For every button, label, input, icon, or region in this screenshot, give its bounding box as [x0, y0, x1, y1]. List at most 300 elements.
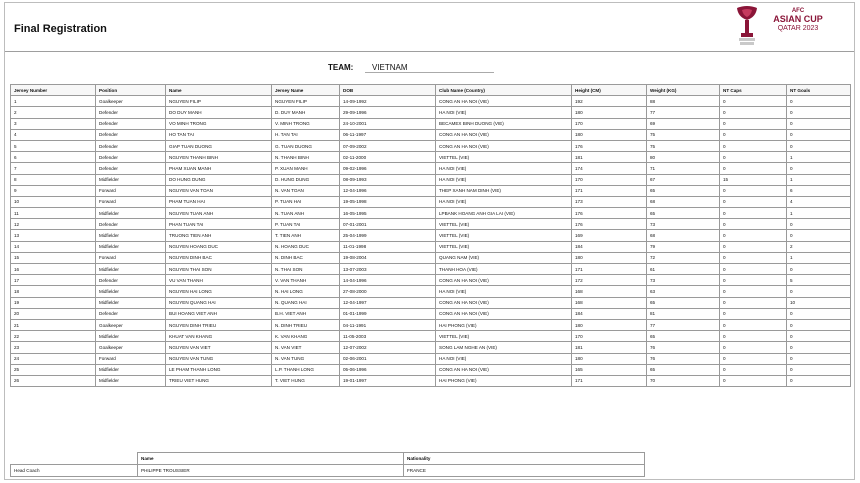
cell-weight: 63: [647, 286, 720, 297]
cell-jersey-name: N. VAN TOAN: [272, 185, 340, 196]
cell-dob: 25-04-1999: [340, 230, 436, 241]
cell-jersey-name: P. TUAN HAI: [272, 196, 340, 207]
cell-nt-goals: 0: [787, 331, 851, 342]
cell-jersey-name: V. VAN THANH: [272, 275, 340, 286]
cell-club: HA NOI (VIE): [436, 286, 572, 297]
cell-club: SONG LAM NGHE AN (VIE): [436, 342, 572, 353]
cell-club: HA NOI (VIE): [436, 107, 572, 118]
cell-nt-caps: 0: [720, 275, 787, 286]
cell-height: 172: [572, 275, 647, 286]
cell-dob: 29-09-1996: [340, 107, 436, 118]
cell-jersey-name: V. MINH TRONG: [272, 118, 340, 129]
cell-club: VIETTEL (VIE): [436, 219, 572, 230]
cell-nt-caps: 0: [720, 196, 787, 207]
table-row: [11, 252, 851, 263]
cell-position: Midfielder: [96, 174, 166, 185]
cell-club: LPBANK HOANG ANH GIA LAI (VIE): [436, 208, 572, 219]
cell-nt-goals: 0: [787, 163, 851, 174]
cell-height: 176: [572, 208, 647, 219]
cell-jersey-name: NGUYEN FILIP: [272, 96, 340, 107]
cell-jersey-number: 26: [11, 375, 96, 386]
cell-weight: 73: [647, 219, 720, 230]
cell-nt-caps: 0: [720, 308, 787, 319]
cell-jersey-number: 24: [11, 353, 96, 364]
cell-dob: 19-08-2004: [340, 252, 436, 263]
cell-jersey-name: P. TUAN TAI: [272, 219, 340, 230]
afc-asian-cup-logo: [733, 5, 833, 49]
cell-jersey-name: T. VIET HUNG: [272, 375, 340, 386]
cell-dob: 12-07-2002: [340, 342, 436, 353]
cell-nt-goals: 0: [787, 118, 851, 129]
cell-weight: 77: [647, 319, 720, 330]
registration-page: [4, 2, 855, 480]
cell-jersey-number: 13: [11, 230, 96, 241]
cell-dob: 04-11-1991: [340, 319, 436, 330]
cell-height: 176: [572, 140, 647, 151]
cell-jersey-number: 19: [11, 297, 96, 308]
table-row: [11, 364, 851, 375]
cell-position: Defender: [96, 107, 166, 118]
cell-club: VIETTEL (VIE): [436, 331, 572, 342]
cell-weight: 70: [647, 375, 720, 386]
table-row: [11, 297, 851, 308]
cell-club: BECAMEX BINH DUONG (VIE): [436, 118, 572, 129]
cell-dob: 12-04-1997: [340, 297, 436, 308]
cell-dob: 13-07-2003: [340, 264, 436, 275]
cell-height: 184: [572, 241, 647, 252]
cell-jersey-number: 20: [11, 308, 96, 319]
cell-jersey-name: B.H. VIET ANH: [272, 308, 340, 319]
coach-header-row: [11, 453, 645, 465]
cell-name: GIAP TUAN DUONG: [166, 140, 272, 151]
cell-position: Midfielder: [96, 208, 166, 219]
cell-name: NGUYEN HAI LONG: [166, 286, 272, 297]
cell-nt-goals: 0: [787, 308, 851, 319]
cell-jersey-number: 21: [11, 319, 96, 330]
cell-dob: 01-01-1999: [340, 308, 436, 319]
cell-nt-caps: 0: [720, 331, 787, 342]
cell-nt-goals: 10: [787, 297, 851, 308]
cell-weight: 72: [647, 252, 720, 263]
cell-club: CONG AN HA NOI (VIE): [436, 297, 572, 308]
cell-height: 184: [572, 308, 647, 319]
cell-jersey-number: 12: [11, 219, 96, 230]
cell-club: VIETTEL (VIE): [436, 241, 572, 252]
cell-nt-goals: 2: [787, 241, 851, 252]
cell-height: 180: [572, 319, 647, 330]
cell-height: 168: [572, 297, 647, 308]
cell-jersey-number: 22: [11, 331, 96, 342]
cell-weight: 65: [647, 331, 720, 342]
cell-dob: 14-04-1996: [340, 275, 436, 286]
cell-nt-caps: 0: [720, 297, 787, 308]
col-height: Height (CM): [572, 85, 647, 96]
cell-jersey-number: 2: [11, 107, 96, 118]
coach-table: [10, 452, 645, 477]
cell-nt-caps: 0: [720, 264, 787, 275]
cell-weight: 68: [647, 196, 720, 207]
table-row: [11, 152, 851, 163]
cell-nt-goals: 0: [787, 342, 851, 353]
cell-club: HAI PHONG (VIE): [436, 375, 572, 386]
cell-position: Midfielder: [96, 230, 166, 241]
cell-jersey-name: H. TAN TAI: [272, 129, 340, 140]
cell-position: Defender: [96, 219, 166, 230]
cell-club: CONG AN HA NOI (VIE): [436, 308, 572, 319]
cell-dob: 07-09-2002: [340, 140, 436, 151]
cell-nt-goals: 5: [787, 275, 851, 286]
cell-jersey-name: D. HUNG DUNG: [272, 174, 340, 185]
col-nt-goals: NT Goals: [787, 85, 851, 96]
cell-jersey-number: 10: [11, 196, 96, 207]
cell-nt-goals: 0: [787, 375, 851, 386]
cell-club: THEP XANH NAM DINH (VIE): [436, 185, 572, 196]
cell-height: 171: [572, 264, 647, 275]
cell-height: 171: [572, 375, 647, 386]
cell-nt-goals: 0: [787, 286, 851, 297]
trophy-icon: [735, 5, 759, 49]
cell-club: CONG AN HA NOI (VIE): [436, 364, 572, 375]
cell-name: NGUYEN VAN VIET: [166, 342, 272, 353]
cell-jersey-name: N. HOANG DUC: [272, 241, 340, 252]
cell-jersey-number: 6: [11, 152, 96, 163]
cell-dob: 27-08-2000: [340, 286, 436, 297]
team-label: TEAM:: [328, 63, 354, 72]
cell-jersey-number: 17: [11, 275, 96, 286]
cell-nt-goals: 1: [787, 208, 851, 219]
cell-name: NGUYEN QUANG HAI: [166, 297, 272, 308]
table-row: [11, 107, 851, 118]
cell-height: 180: [572, 353, 647, 364]
cell-nt-caps: 0: [720, 140, 787, 151]
cell-jersey-number: 9: [11, 185, 96, 196]
cell-position: Defender: [96, 163, 166, 174]
cell-name: PHAN TUAN TAI: [166, 219, 272, 230]
cell-height: 170: [572, 174, 647, 185]
cell-jersey-name: G. TUAN DUONG: [272, 140, 340, 151]
table-row: [11, 118, 851, 129]
cell-nt-caps: 0: [720, 252, 787, 263]
logo-line-afc: AFC: [791, 8, 805, 14]
cell-name: VO MINH TRONG: [166, 118, 272, 129]
cell-position: Defender: [96, 152, 166, 163]
coach-nationality-header: Nationality: [404, 453, 645, 465]
cell-position: Defender: [96, 140, 166, 151]
table-row: [11, 96, 851, 107]
cell-jersey-number: 5: [11, 140, 96, 151]
table-row: [11, 319, 851, 330]
cell-club: THANH HOA (VIE): [436, 264, 572, 275]
cell-nt-caps: 0: [720, 319, 787, 330]
cell-jersey-number: 18: [11, 286, 96, 297]
cell-position: Defender: [96, 275, 166, 286]
cell-dob: 06-11-1997: [340, 129, 436, 140]
table-row: [11, 241, 851, 252]
cell-jersey-number: 1: [11, 96, 96, 107]
cell-dob: 11-01-1998: [340, 241, 436, 252]
cell-jersey-name: L.P. THANH LONG: [272, 364, 340, 375]
table-row: [11, 353, 851, 364]
cell-position: Defender: [96, 118, 166, 129]
cell-nt-goals: 6: [787, 185, 851, 196]
cell-club: CONG AN HA NOI (VIE): [436, 129, 572, 140]
cell-name: NGUYEN DINH BAC: [166, 252, 272, 263]
cell-nt-caps: 0: [720, 364, 787, 375]
cell-jersey-name: N. VAN VIET: [272, 342, 340, 353]
cell-jersey-number: 3: [11, 118, 96, 129]
col-name: Name: [166, 85, 272, 96]
cell-name: TRUONG TIEN ANH: [166, 230, 272, 241]
cell-name: HO TAN TAI: [166, 129, 272, 140]
cell-height: 171: [572, 185, 647, 196]
cell-dob: 07-01-2001: [340, 219, 436, 230]
col-weight: Weight (KG): [647, 85, 720, 96]
col-jersey-name: Jersey Name: [272, 85, 340, 96]
coach-name: PHILIPPE TROUSSIER: [138, 465, 404, 477]
col-club: Club Name (Country): [436, 85, 572, 96]
cell-nt-caps: 0: [720, 219, 787, 230]
cell-dob: 16-05-1995: [340, 208, 436, 219]
cell-jersey-name: P. XUAN MANH: [272, 163, 340, 174]
cell-name: DO HUNG DUNG: [166, 174, 272, 185]
cell-weight: 71: [647, 163, 720, 174]
cell-dob: 24-10-2001: [340, 118, 436, 129]
cell-club: HAI PHONG (VIE): [436, 319, 572, 330]
cell-nt-goals: 0: [787, 96, 851, 107]
cell-weight: 81: [647, 308, 720, 319]
logo-line-asian-cup: ASIAN CUP: [773, 14, 823, 24]
cell-jersey-name: D. DUY MANH: [272, 107, 340, 118]
table-row: [11, 275, 851, 286]
cell-nt-caps: 0: [720, 342, 787, 353]
cell-dob: 12-04-1996: [340, 185, 436, 196]
table-row: [11, 163, 851, 174]
cell-nt-caps: 0: [720, 129, 787, 140]
logo-wordmark: [763, 8, 833, 32]
cell-weight: 65: [647, 185, 720, 196]
cell-dob: 19-05-1998: [340, 196, 436, 207]
cell-nt-goals: 0: [787, 264, 851, 275]
table-row: [11, 286, 851, 297]
cell-height: 170: [572, 118, 647, 129]
cell-nt-caps: 0: [720, 375, 787, 386]
cell-name: NGUYEN THANH BINH: [166, 152, 272, 163]
cell-jersey-name: N. HAI LONG: [272, 286, 340, 297]
page-header: [5, 3, 854, 52]
cell-jersey-name: N. VAN TUNG: [272, 353, 340, 364]
cell-club: HA NOI (VIE): [436, 196, 572, 207]
table-row: [11, 129, 851, 140]
cell-height: 173: [572, 196, 647, 207]
cell-name: DO DUY MANH: [166, 107, 272, 118]
cell-position: Goalkeeper: [96, 96, 166, 107]
coach-name-header: Name: [138, 453, 404, 465]
cell-club: HA NOI (VIE): [436, 353, 572, 364]
page-title: Final Registration: [14, 23, 107, 35]
col-jersey-number: Jersey Number: [11, 85, 96, 96]
cell-nt-caps: 0: [720, 152, 787, 163]
table-row: [11, 196, 851, 207]
cell-height: 180: [572, 107, 647, 118]
cell-position: Midfielder: [96, 297, 166, 308]
cell-position: Forward: [96, 196, 166, 207]
team-value: VIETNAM: [365, 63, 494, 73]
cell-jersey-number: 14: [11, 241, 96, 252]
cell-nt-caps: 0: [720, 241, 787, 252]
cell-weight: 80: [647, 152, 720, 163]
logo-line-qatar: QATAR 2023: [777, 25, 819, 32]
cell-name: NGUYEN VAN TOAN: [166, 185, 272, 196]
cell-jersey-name: N. THAI SON: [272, 264, 340, 275]
table-row: [11, 185, 851, 196]
cell-name: NGUYEN FILIP: [166, 96, 272, 107]
cell-position: Midfielder: [96, 331, 166, 342]
cell-nt-caps: 0: [720, 230, 787, 241]
cell-weight: 65: [647, 364, 720, 375]
cell-club: QUANG NAM (VIE): [436, 252, 572, 263]
cell-weight: 69: [647, 118, 720, 129]
cell-name: LE PHAM THANH LONG: [166, 364, 272, 375]
cell-nt-goals: 0: [787, 107, 851, 118]
cell-dob: 02-06-2001: [340, 353, 436, 364]
cell-nt-goals: 0: [787, 129, 851, 140]
cell-nt-goals: 0: [787, 230, 851, 241]
cell-position: Goalkeeper: [96, 319, 166, 330]
cell-weight: 65: [647, 297, 720, 308]
cell-name: NGUYEN THAI SON: [166, 264, 272, 275]
col-dob: DOB: [340, 85, 436, 96]
cell-nt-caps: 0: [720, 185, 787, 196]
coach-header-blank: [11, 453, 138, 465]
table-row: [11, 219, 851, 230]
cell-nt-goals: 0: [787, 364, 851, 375]
table-row: [11, 174, 851, 185]
cell-height: 180: [572, 252, 647, 263]
cell-weight: 75: [647, 140, 720, 151]
cell-name: TRIEU VIET HUNG: [166, 375, 272, 386]
cell-weight: 73: [647, 275, 720, 286]
cell-nt-caps: 0: [720, 107, 787, 118]
cell-nt-goals: 0: [787, 319, 851, 330]
cell-weight: 76: [647, 353, 720, 364]
cell-weight: 75: [647, 129, 720, 140]
table-row: [11, 140, 851, 151]
cell-position: Forward: [96, 185, 166, 196]
cell-position: Midfielder: [96, 375, 166, 386]
cell-jersey-name: N. QUANG HAI: [272, 297, 340, 308]
cell-jersey-number: 25: [11, 364, 96, 375]
cell-nt-caps: 0: [720, 286, 787, 297]
cell-height: 169: [572, 230, 647, 241]
cell-name: VU VAN THANH: [166, 275, 272, 286]
coach-role: Head Coach: [11, 465, 138, 477]
cell-weight: 65: [647, 208, 720, 219]
cell-jersey-number: 23: [11, 342, 96, 353]
cell-dob: 08-09-1993: [340, 174, 436, 185]
cell-name: BUI HOANG VIET ANH: [166, 308, 272, 319]
table-row: [11, 208, 851, 219]
col-position: Position: [96, 85, 166, 96]
cell-height: 180: [572, 129, 647, 140]
cell-name: NGUYEN TUAN ANH: [166, 208, 272, 219]
cell-position: Goalkeeper: [96, 342, 166, 353]
cell-club: CONG AN HA NOI (VIE): [436, 275, 572, 286]
cell-weight: 79: [647, 241, 720, 252]
cell-jersey-number: 11: [11, 208, 96, 219]
cell-nt-caps: 15: [720, 174, 787, 185]
cell-position: Midfielder: [96, 286, 166, 297]
cell-height: 192: [572, 96, 647, 107]
cell-name: NGUYEN DINH TRIEU: [166, 319, 272, 330]
table-row: [11, 308, 851, 319]
cell-weight: 67: [647, 174, 720, 185]
table-row: [11, 342, 851, 353]
cell-height: 176: [572, 219, 647, 230]
cell-nt-goals: 1: [787, 252, 851, 263]
table-row: [11, 331, 851, 342]
cell-club: VIETTEL (VIE): [436, 152, 572, 163]
cell-nt-caps: 0: [720, 353, 787, 364]
coach-row: [11, 465, 645, 477]
cell-dob: 11-05-2003: [340, 331, 436, 342]
cell-jersey-name: K. VAN KHANG: [272, 331, 340, 342]
coach-nationality: FRANCE: [404, 465, 645, 477]
cell-club: HA NOI (VIE): [436, 163, 572, 174]
cell-name: NGUYEN VAN TUNG: [166, 353, 272, 364]
cell-position: Midfielder: [96, 264, 166, 275]
cell-height: 170: [572, 331, 647, 342]
cell-club: CONG AN HA NOI (VIE): [436, 96, 572, 107]
cell-jersey-name: N. DINH BAC: [272, 252, 340, 263]
table-row: [11, 375, 851, 386]
cell-jersey-number: 7: [11, 163, 96, 174]
cell-dob: 19-01-1997: [340, 375, 436, 386]
cell-jersey-name: T. TIEN ANH: [272, 230, 340, 241]
cell-weight: 68: [647, 230, 720, 241]
cell-club: VIETTEL (VIE): [436, 230, 572, 241]
cell-nt-goals: 0: [787, 219, 851, 230]
cell-club: CONG AN HA NOI (VIE): [436, 140, 572, 151]
cell-weight: 76: [647, 342, 720, 353]
cell-nt-caps: 0: [720, 118, 787, 129]
cell-height: 168: [572, 286, 647, 297]
roster-header-row: [11, 85, 851, 96]
cell-position: Midfielder: [96, 364, 166, 375]
cell-jersey-name: N. THANH BINH: [272, 152, 340, 163]
roster-body: [11, 96, 851, 387]
cell-nt-goals: 4: [787, 196, 851, 207]
cell-club: HA NOI (VIE): [436, 174, 572, 185]
cell-weight: 61: [647, 264, 720, 275]
cell-name: KHUAT VAN KHANG: [166, 331, 272, 342]
cell-dob: 09-02-1996: [340, 163, 436, 174]
cell-position: Forward: [96, 353, 166, 364]
cell-jersey-name: N. DINH TRIEU: [272, 319, 340, 330]
cell-weight: 77: [647, 107, 720, 118]
cell-nt-goals: 0: [787, 140, 851, 151]
roster-table: [10, 84, 851, 387]
cell-jersey-name: N. TUAN ANH: [272, 208, 340, 219]
cell-nt-caps: 0: [720, 96, 787, 107]
cell-jersey-number: 4: [11, 129, 96, 140]
cell-height: 174: [572, 163, 647, 174]
table-row: [11, 264, 851, 275]
cell-height: 165: [572, 364, 647, 375]
table-row: [11, 230, 851, 241]
col-nt-caps: NT Caps: [720, 85, 787, 96]
cell-name: PHAM TUAN HAI: [166, 196, 272, 207]
cell-nt-goals: 1: [787, 174, 851, 185]
